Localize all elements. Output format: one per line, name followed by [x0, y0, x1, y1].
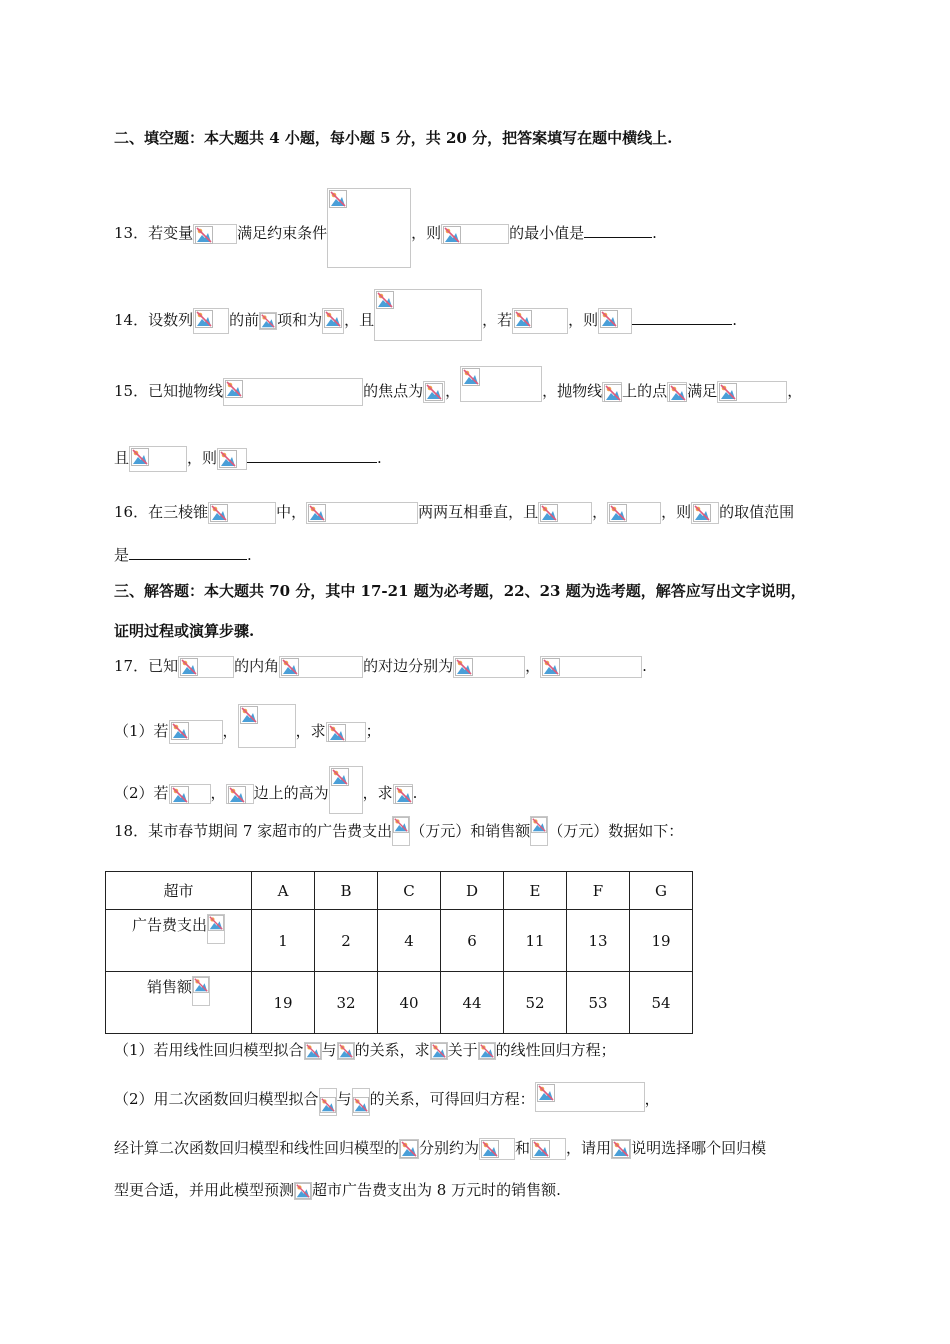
q16-text: 两两互相垂直，且	[418, 503, 539, 521]
q18-text: 的关系，可得回归方程：	[369, 1090, 535, 1108]
q15-text: ，	[445, 382, 461, 400]
question-number: 17．	[114, 657, 149, 675]
table-row-label	[106, 972, 252, 1034]
formula-image-icon	[207, 914, 225, 944]
question-17-part-2	[114, 766, 417, 814]
formula-image-icon	[226, 784, 254, 804]
section-3-title-continued: 证明过程或演算步骤.	[114, 622, 255, 640]
question-number: 14．	[114, 311, 149, 329]
question-16	[114, 502, 794, 524]
q18-text: 经计算二次函数回归模型和线性回归模型的	[114, 1139, 400, 1157]
formula-image-icon	[238, 704, 296, 748]
q18-text: ，请用	[566, 1139, 612, 1157]
q13-text: 若变量	[148, 224, 194, 242]
q14-text: 项和为	[277, 311, 323, 329]
question-17	[114, 656, 647, 678]
q16-text: .	[247, 546, 252, 564]
formula-image-icon	[337, 1042, 355, 1060]
q17-text: ，	[210, 784, 226, 802]
q15-text: 满足	[687, 382, 718, 400]
table-cell: 19	[630, 910, 693, 972]
q17-text: （1）若	[114, 722, 169, 740]
formula-image-icon	[208, 502, 276, 524]
formula-image-icon	[530, 1138, 566, 1160]
formula-image-icon	[306, 502, 418, 524]
q17-text: 已知	[148, 657, 179, 675]
formula-image-icon	[423, 381, 445, 403]
q17-text: 边上的高为	[253, 784, 329, 802]
table-cell: 53	[567, 972, 630, 1034]
q18-text: （万元）数据如下：	[548, 822, 684, 840]
section-2-title: 二、填空题：本大题共 4 小题，每小题 5 分，共 20 分，把答案填写在题中横线上.	[114, 129, 673, 147]
q18-text: 的关系，求	[354, 1041, 430, 1059]
table-cell: 44	[441, 972, 504, 1034]
formula-image-icon	[540, 656, 642, 678]
q17-text: （2）若	[114, 784, 169, 802]
formula-image-icon	[717, 381, 787, 403]
formula-image-icon	[602, 382, 622, 402]
data-table	[105, 871, 693, 1034]
formula-image-icon	[399, 1139, 419, 1159]
formula-image-icon	[259, 312, 277, 330]
answer-blank	[129, 545, 247, 560]
table-cell: 11	[504, 910, 567, 972]
q17-text: ；	[365, 722, 381, 740]
question-15-continued	[114, 446, 382, 472]
question-15	[114, 366, 802, 406]
formula-image-icon	[217, 448, 247, 470]
table-cell: 40	[378, 972, 441, 1034]
table-cell: 1	[252, 910, 315, 972]
q18-text: 与	[336, 1090, 352, 1108]
q15-text: .	[377, 449, 382, 467]
q14-text: ，则	[568, 311, 599, 329]
q15-text: ，	[787, 382, 803, 400]
formula-image-icon	[304, 1042, 322, 1060]
table-header-cell: D	[441, 872, 504, 910]
q17-text: .	[642, 657, 647, 675]
formula-image-icon	[193, 308, 229, 334]
row-label-text: 销售额	[146, 978, 192, 996]
q16-text: ，	[592, 503, 608, 521]
q13-text: 的最小值是	[509, 224, 585, 242]
table-cell: 4	[378, 910, 441, 972]
q14-text: ，且	[344, 311, 375, 329]
table-row	[106, 910, 693, 972]
formula-image-icon	[169, 784, 211, 804]
answer-blank	[584, 223, 652, 238]
formula-image-icon	[279, 656, 363, 678]
formula-image-icon	[691, 502, 719, 524]
formula-image-icon	[667, 382, 687, 402]
q17-text: ，	[525, 657, 541, 675]
question-18-part-2-end	[114, 1180, 561, 1200]
q18-text: 和	[515, 1139, 531, 1157]
q17-text: 的对边分别为	[363, 657, 454, 675]
formula-image-icon	[319, 1088, 337, 1116]
table-row-label	[106, 910, 252, 972]
formula-image-icon	[223, 378, 363, 406]
question-18	[114, 816, 683, 846]
formula-image-icon	[374, 289, 482, 341]
formula-image-icon	[169, 720, 223, 744]
formula-image-icon	[607, 502, 661, 524]
table-header-cell: C	[378, 872, 441, 910]
section-3-title: 三、解答题：本大题共 70 分，其中 17-21 题为必考题，22、23 题为选考题，解答应写出文字说明，	[114, 582, 806, 600]
q16-text: 是	[114, 546, 130, 564]
question-18-part-2	[114, 1082, 660, 1116]
q18-text: 的线性回归方程；	[495, 1041, 616, 1059]
q15-text: 上的点	[622, 382, 668, 400]
table-cell: 13	[567, 910, 630, 972]
question-18-part-2-continued	[114, 1138, 766, 1160]
q16-text: 中，	[276, 503, 307, 521]
table-cell: 32	[315, 972, 378, 1034]
q18-text: 说明选择哪个回归模	[631, 1139, 767, 1157]
q18-text: 关于	[447, 1041, 478, 1059]
question-16-continued	[114, 545, 252, 565]
q15-text: 的焦点为	[363, 382, 424, 400]
q16-text: ，则	[661, 503, 692, 521]
formula-image-icon	[538, 502, 592, 524]
q17-text: 的内角	[234, 657, 280, 675]
formula-image-icon	[352, 1088, 370, 1116]
q17-text: .	[412, 784, 418, 802]
formula-image-icon	[393, 784, 413, 804]
q18-text: （万元）和销售额	[410, 822, 531, 840]
question-13	[114, 188, 657, 268]
q14-text: .	[732, 311, 737, 329]
formula-image-icon	[441, 224, 509, 244]
formula-image-icon	[322, 308, 344, 334]
question-number: 13．	[114, 224, 149, 242]
q18-text: 与	[321, 1041, 337, 1059]
q17-text: ，	[222, 722, 238, 740]
q15-text: 已知抛物线	[148, 382, 224, 400]
formula-image-icon	[598, 308, 632, 334]
q15-text: 且	[114, 449, 130, 467]
q14-text: ，若	[482, 311, 513, 329]
formula-image-icon	[193, 224, 237, 244]
table-cell: 6	[441, 910, 504, 972]
formula-image-icon	[326, 722, 366, 742]
q15-text: ，抛物线	[542, 382, 603, 400]
table-row	[106, 972, 693, 1034]
q18-text: ，	[644, 1090, 660, 1108]
q18-text: 某市春节期间 7 家超市的广告费支出	[148, 822, 393, 840]
q17-text: ，求	[362, 784, 393, 802]
formula-image-icon	[535, 1082, 645, 1112]
q13-text: 满足约束条件	[237, 224, 328, 242]
q15-text: ，则	[187, 449, 218, 467]
question-number: 16．	[114, 503, 149, 521]
q18-text: 超市广告费支出为 8 万元时的销售额.	[312, 1181, 561, 1199]
formula-image-icon	[329, 766, 363, 814]
formula-image-icon	[178, 656, 234, 678]
table-cell: 2	[315, 910, 378, 972]
question-17-part-1	[114, 704, 381, 748]
formula-image-icon	[530, 816, 548, 846]
q18-text: 分别约为	[419, 1139, 480, 1157]
q13-text: .	[652, 224, 657, 242]
formula-image-icon	[327, 188, 411, 268]
answer-blank	[247, 448, 377, 463]
answer-blank	[632, 310, 732, 325]
q16-text: 的取值范围	[719, 503, 795, 521]
formula-image-icon	[460, 366, 542, 402]
formula-image-icon	[430, 1042, 448, 1060]
question-number: 18．	[114, 822, 149, 840]
formula-image-icon	[479, 1138, 515, 1160]
formula-image-icon	[611, 1139, 631, 1159]
formula-image-icon	[129, 446, 187, 472]
q16-text: 在三棱锥	[148, 503, 209, 521]
q18-text: （2）用二次函数回归模型拟合	[114, 1090, 319, 1108]
question-number: 15．	[114, 382, 149, 400]
table-cell: 19	[252, 972, 315, 1034]
formula-image-icon	[192, 976, 210, 1006]
table-header-cell: F	[567, 872, 630, 910]
formula-image-icon	[453, 656, 525, 678]
table-header-cell: A	[252, 872, 315, 910]
q18-text: 型更合适，并用此模型预测	[114, 1181, 295, 1199]
formula-image-icon	[478, 1042, 496, 1060]
row-label-text: 广告费支出	[131, 916, 207, 934]
question-18-part-1	[114, 1040, 616, 1060]
q14-text: 设数列	[148, 311, 194, 329]
table-cell: 52	[504, 972, 567, 1034]
question-14	[114, 289, 737, 341]
table-header-cell: B	[315, 872, 378, 910]
q14-text: 的前	[229, 311, 260, 329]
table-header-row	[106, 872, 693, 910]
formula-image-icon	[392, 816, 410, 846]
table-header-cell: G	[630, 872, 693, 910]
q13-text: ，则	[411, 224, 442, 242]
formula-image-icon	[294, 1182, 312, 1200]
q17-text: ，求	[295, 722, 326, 740]
table-header-cell: 超市	[106, 872, 252, 910]
q18-text: （1）若用线性回归模型拟合	[114, 1041, 304, 1059]
table-header-cell: E	[504, 872, 567, 910]
table-cell: 54	[630, 972, 693, 1034]
formula-image-icon	[512, 308, 568, 334]
